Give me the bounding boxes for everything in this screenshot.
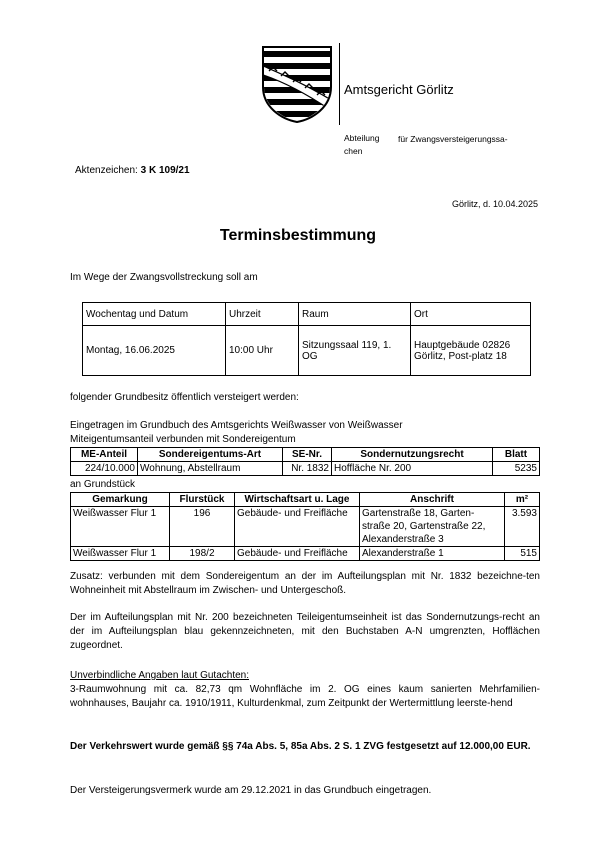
- intro-text: Im Wege der Zwangsvollstreckung soll am: [70, 272, 258, 283]
- table-cell: Alexanderstraße 1: [360, 547, 505, 561]
- table-cell: Gebäude- und Freifläche: [235, 507, 360, 547]
- table-header-cell: Blatt: [493, 448, 540, 462]
- share-table: [70, 447, 540, 476]
- saxony-coat-of-arms-icon: [259, 43, 335, 123]
- table-header-cell: Raum: [299, 303, 411, 326]
- table-cell: Weißwasser Flur 1: [71, 507, 170, 547]
- appraisal-heading: Unverbindliche Angaben laut Gutachten:: [70, 670, 250, 681]
- table-header-row: [71, 448, 540, 462]
- case-number-label: Aktenzeichen:: [75, 165, 141, 176]
- table-cell: Gartenstraße 18, Garten-straße 20, Gartenstraße 22, Alexanderstraße 3: [360, 507, 505, 547]
- table-cell: Nr. 1832: [283, 462, 332, 476]
- table-header-cell: Uhrzeit: [226, 303, 299, 326]
- land-register-text: Eingetragen im Grundbuch des Amtsgerichts Weißwasser von Weißwasser: [70, 420, 403, 431]
- table-header-cell: Anschrift: [360, 493, 505, 507]
- addendum-text: Zusatz: verbunden mit dem Sondereigentum an der im Aufteilungsplan mit Nr. 1832 bezeichne-ten Wohneinheit mit Abstellraum im Zwischen- und Untergeschoß.: [70, 571, 540, 596]
- table-cell-date: Montag, 16.06.2025: [83, 326, 226, 376]
- table-cell: 198/2: [170, 547, 235, 561]
- table-cell: 3.593: [505, 507, 540, 547]
- table-header-cell: ME-Anteil: [71, 448, 138, 462]
- table-header-cell: Wirtschaftsart u. Lage: [235, 493, 360, 507]
- ownership-share-text: Miteigentumsanteil verbunden mit Sondereigentum: [70, 434, 296, 445]
- table-cell-room: Sitzungssaal 119, 1. OG: [299, 326, 411, 376]
- table-cell: Wohnung, Abstellraum: [138, 462, 283, 476]
- table-row: [71, 462, 540, 476]
- page-title: Terminsbestimmung: [219, 227, 377, 244]
- plot-table: [70, 492, 540, 561]
- table-header-cell: m²: [505, 493, 540, 507]
- department-label: Abteilung: [344, 133, 380, 143]
- auction-note-text: Der Versteigerungsvermerk wurde am 29.12.2021 in das Grundbuch eingetragen.: [70, 785, 432, 796]
- table-cell: 224/10.000: [71, 462, 138, 476]
- place-date: Görlitz, d. 10.04.2025: [451, 199, 538, 209]
- table-row: [71, 507, 540, 547]
- table-header-cell: Sondereigentums-Art: [138, 448, 283, 462]
- table-cell: 196: [170, 507, 235, 547]
- table-header-cell: Wochentag und Datum: [83, 303, 226, 326]
- auction-text: folgender Grundbesitz öffentlich versteigert werden:: [70, 392, 299, 403]
- case-number: [75, 165, 190, 176]
- table-header-cell: Ort: [411, 303, 531, 326]
- court-name: Amtsgericht Görlitz: [344, 82, 454, 97]
- table-cell-location: Hauptgebäude 02826 Görlitz, Post-platz 18: [411, 326, 531, 376]
- table-header-cell: SE-Nr.: [283, 448, 332, 462]
- table-header-cell: Sondernutzungsrecht: [332, 448, 493, 462]
- department-value-continued: chen: [344, 146, 363, 156]
- table-cell-time: 10:00 Uhr: [226, 326, 299, 376]
- table-header-cell: Gemarkung: [71, 493, 170, 507]
- market-value-text: Der Verkehrswert wurde gemäß §§ 74a Abs. 5, 85a Abs. 2 S. 1 ZVG festgesetzt auf 12.000,00 EUR.: [70, 741, 531, 752]
- table-row: [83, 326, 531, 376]
- table-row: [71, 547, 540, 561]
- plot-label: an Grundstück: [70, 479, 136, 490]
- table-cell: Hoffläche Nr. 200: [332, 462, 493, 476]
- table-header-cell: Flurstück: [170, 493, 235, 507]
- table-cell: 515: [505, 547, 540, 561]
- department-value: für Zwangsversteigerungssa-: [398, 134, 508, 144]
- appraisal-text: 3-Raumwohnung mit ca. 82,73 qm Wohnfläche im 2. OG eines kaum sanierten Mehrfamilien-wohnhauses, Baujahr ca. 1910/1911, Kulturdenkmal, zum Zeitpunkt der Wertermittlung leerste-hend: [70, 684, 540, 709]
- table-cell: Gebäude- und Freifläche: [235, 547, 360, 561]
- case-number-value: 3 K 109/21: [140, 165, 190, 176]
- special-use-text: Der im Aufteilungsplan mit Nr. 200 bezeichneten Teileigentumseinheit ist das Sondernutzungs-recht an der im Aufteilungsplan blau gekennzeichneten, mit den Buchstaben A-N umgrenzten, Hofflächen zugeordnet.: [70, 612, 540, 651]
- table-cell: Weißwasser Flur 1: [71, 547, 170, 561]
- table-header-row: [83, 303, 531, 326]
- table-cell: 5235: [493, 462, 540, 476]
- header-divider: [339, 43, 340, 125]
- appointment-table: [82, 302, 531, 376]
- table-header-row: [71, 493, 540, 507]
